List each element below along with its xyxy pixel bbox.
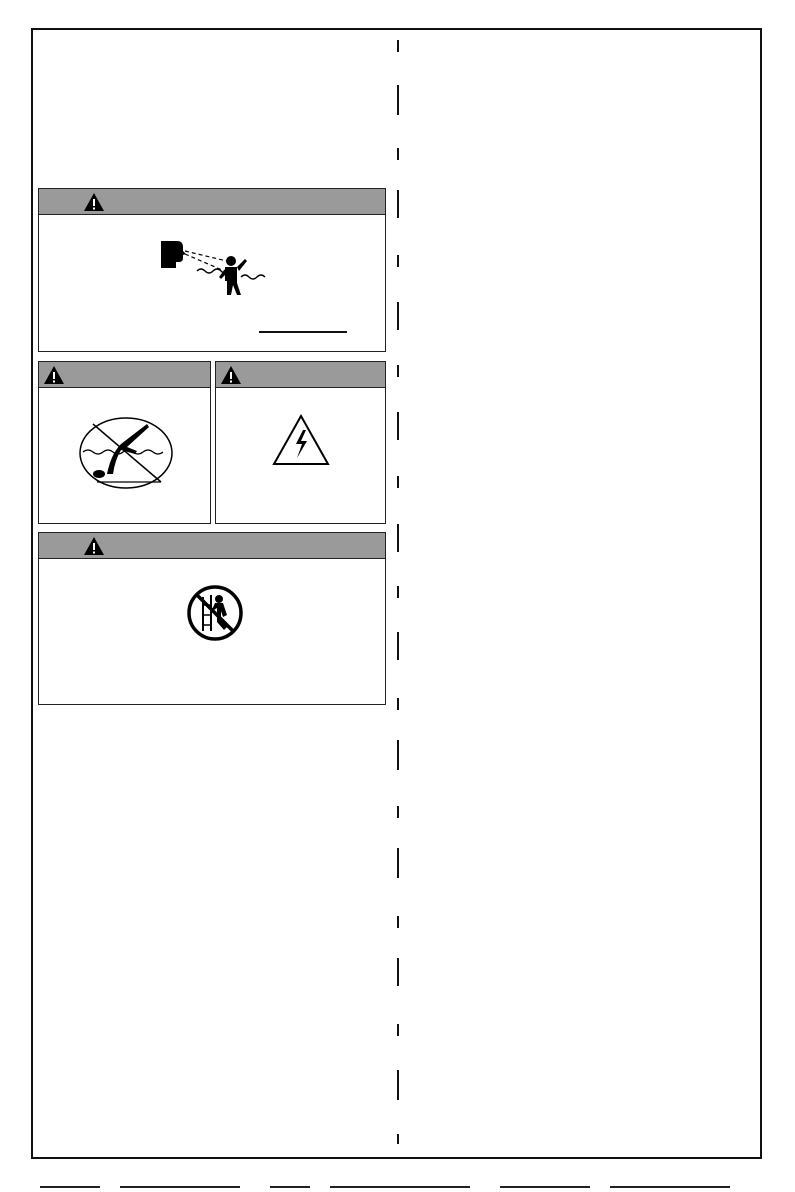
warning-triangle-icon [83,192,105,212]
supervise-children-icon [157,237,269,315]
no-climbing-ladder-icon [185,585,245,641]
warning-box-electrical [215,361,386,524]
electrical-hazard-icon [272,414,330,466]
warning-triangle-icon [83,536,105,556]
warning-header [216,362,385,388]
no-diving-icon [77,414,175,492]
warning-header [39,533,385,559]
column-divider [397,40,399,1150]
bottom-edge [0,1186,795,1190]
warning-box-no-diving [38,361,211,524]
warning-box-no-climbing [38,532,386,705]
warning-box-supervision [38,188,386,352]
warning-triangle-icon [43,365,65,385]
underline [259,331,347,333]
warning-header [39,362,210,388]
warning-triangle-icon [220,365,242,385]
warning-header [39,189,385,215]
